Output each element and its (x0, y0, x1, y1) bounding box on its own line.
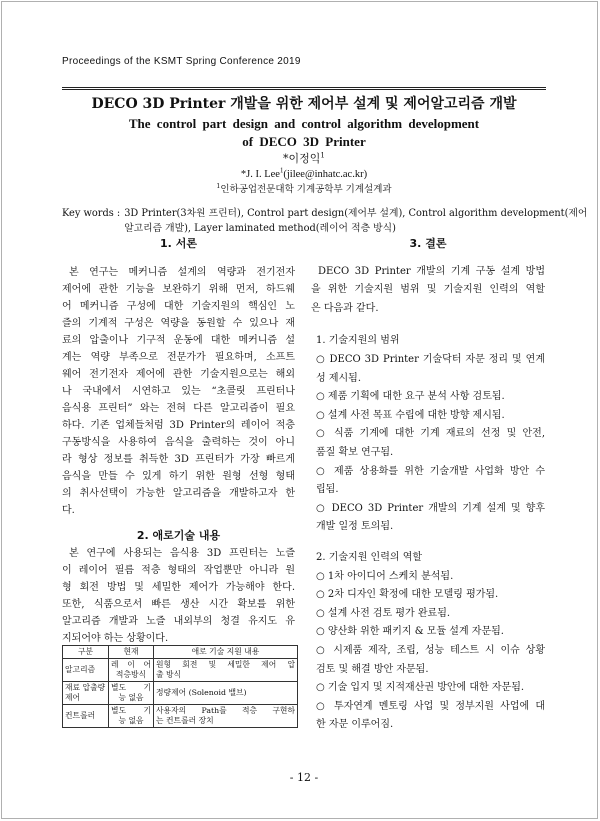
paragraph-line: 웨어 전기전자 제어에 관한 기술지원으로는 해외 (62, 368, 295, 380)
paragraph-line: 이 레이어 필름 적층 형태의 작업뿐만 아니라 원 (62, 564, 295, 576)
paragraph-line: 료의 압출이나 기구적 운동에 대한 메커니즘 설 (62, 334, 295, 346)
keywords-list (124, 206, 587, 236)
table-cell-category (63, 705, 109, 728)
subsection-title: 2. 기술지원 인력의 역할 (316, 552, 423, 563)
paragraph-line: 본 연구는 메커니즘 설계의 역량과 전기전자 (69, 266, 295, 278)
paragraph-line: 음식을 만들 수 있게 하기 위한 원형 선형 형태 (62, 470, 295, 482)
keywords (62, 206, 588, 236)
paragraph-line: 하다. 기존 업체들처럼 3D Printer의 레이어 적층 (62, 419, 295, 431)
paragraph-line: 지되어야 하는 상황이다. (62, 632, 169, 644)
bullet-line: ○ 설계 사전 검토 평가 완료됨. (316, 607, 451, 619)
bullet-line: ○ 식품 기계에 대한 기계 재료의 선정 및 안전, (316, 428, 545, 440)
title-english-line1: The control part design and control algorithm development (128, 116, 480, 131)
paragraph-line: 의 취사선택이 가능한 알고리즘을 개발하고자 한 (62, 487, 295, 499)
table-cell-category (63, 682, 109, 705)
affiliation (62, 183, 546, 197)
cell-line: 적층방식 (115, 670, 147, 679)
conference-header: Proceedings of the KSMT Spring Conference 2019 (62, 56, 301, 67)
cell-line: 는 컨트롤러 장치 (156, 716, 214, 725)
bullet-line: ○ 1차 아이디어 스케치 분석됨. (316, 570, 454, 582)
cell-line: 원형 회전 및 세밀한 제어 압 (156, 660, 295, 669)
paragraph-line: 제어에 관한 기능을 보완하기 위해 먼저, 하드웨 (62, 283, 295, 295)
paragraph-line: 은 다음과 같다. (311, 302, 379, 314)
cell-line: 컨트롤러 (65, 711, 96, 720)
paragraph-line: 알고리즘 개발과 노즐 내외부의 청결 유지도 유 (62, 615, 295, 627)
bullet-item (316, 586, 545, 605)
section-heading-introduction: 1. 서론 (160, 237, 197, 250)
technical-issues-paragraph (62, 545, 295, 647)
table-cell-support (154, 659, 298, 682)
affiliation-mark: 1 (216, 182, 221, 190)
bullet-item (316, 698, 545, 735)
paragraph-line: 을 위한 기술지원 범위 및 기술지원 인력의 역할 (311, 284, 545, 296)
table-row (63, 682, 298, 705)
introduction-paragraph (62, 264, 295, 519)
title-korean: DECO 3D Printer 개발을 위한 제어부 설계 및 제어알고리즘 개발 (91, 96, 517, 112)
title-english-line2: of DECO 3D Printer (242, 134, 366, 149)
cell-line: 제어 (65, 693, 81, 702)
table-cell-support (154, 682, 298, 705)
cell-line: 별도 기 (111, 706, 151, 715)
affiliation-text: 인하공업전문대학 기계공학부 기계설계과 (220, 184, 392, 195)
bullet-line: ○ 제품 기획에 대한 요구 분석 사항 검토됨. (316, 391, 505, 403)
table-cell-category (63, 659, 109, 682)
bullet-line: ○ DECO 3D Printer 기술닥터 자문 정리 및 연계 (316, 354, 545, 366)
bullet-line: ○ 2차 디자인 확정에 대한 모델링 평가됨. (316, 589, 499, 601)
table-row (63, 705, 298, 728)
paragraph-line: 형 회전 방법 및 세밀한 제어가 가능해야 한다. (62, 581, 295, 593)
cell-line: 별도 기 (111, 683, 151, 692)
header-rule (62, 87, 546, 90)
paragraph-line: 또한, 식품으로서 빠른 생산 시간 확보를 위한 (62, 598, 295, 610)
support-roles-subsection (311, 549, 545, 735)
technical-support-table (62, 645, 298, 728)
page-number: - 12 - (289, 771, 319, 784)
section-heading-conclusion: 3. 결론 (409, 237, 447, 250)
paragraph-line: 구동방식을 사용하여 음식을 출력하는 것이 아니 (62, 436, 295, 448)
bullet-item (316, 642, 545, 679)
table-row (63, 659, 298, 682)
bullet-line: ○ 투자연계 멘토링 사업 및 정부지원 사업에 대 (316, 700, 545, 712)
paragraph-line: 다. (62, 504, 75, 516)
keywords-line: 알고리즘 개발), Layer laminated method(레이어 적층 방식) (124, 223, 396, 234)
cell-line: 출 방식 (156, 670, 182, 679)
cell-line: 레 이 어 (111, 660, 151, 669)
cell-line: 사용자의 Path를 적층 구현하 (156, 706, 295, 715)
conclusion-body (311, 263, 545, 735)
keywords-line: 3D Printer(3차원 프린터), Control part design(제어부 설계), Control algorithm development(제어 (124, 208, 588, 219)
paragraph-line: 계는 역량 부족으로 전문가가 필요하며, 소프트 (62, 351, 295, 363)
support-scope-subsection (311, 332, 545, 537)
table-cell-support (154, 705, 298, 728)
cell-line: 능 없음 (118, 693, 144, 702)
bullet-item (316, 388, 545, 407)
bullet-line: ○ DECO 3D Printer 개발의 기계 설계 및 향후 (316, 502, 545, 514)
table-header-row (63, 646, 298, 659)
bullet-line: 개발 일정 토의됨. (316, 521, 394, 533)
bullet-item (316, 623, 545, 642)
bullet-line: 품질 확보 연구됨. (316, 447, 394, 459)
keywords-label: Key words : (62, 208, 121, 219)
cell-line: 능 없음 (118, 716, 144, 725)
paragraph-line: 본 연구에 사용되는 음식용 3D 프린터는 노즐 (69, 547, 295, 559)
author-korean-affiliation-mark: 1 (320, 150, 325, 160)
table-cell-current (109, 705, 154, 728)
bullet-line: 한 자문 이루어짐. (316, 719, 394, 731)
table-cell-current (109, 659, 154, 682)
table-header-cell: 애로 기술 지원 내용 (154, 646, 298, 659)
paragraph-line: 라 형상 정보를 취득한 3D 프린터가 가장 빠르게 (62, 453, 295, 465)
cell-line: 재료 압출량 (65, 683, 106, 692)
bullet-item (316, 605, 545, 624)
bullet-line: 성 제시됨. (316, 372, 361, 384)
table-cell-current (109, 682, 154, 705)
cell-line: 알고리즘 (65, 665, 96, 674)
table-header-cell: 현재 (109, 646, 154, 659)
bullet-item (316, 568, 545, 587)
cell-line: 정량제어 (Solenoid 밸브) (156, 688, 247, 697)
bullet-item (316, 463, 545, 500)
paragraph-line: 나 국내에서 시연하고 있는 “초콜릿 프린터나 (62, 385, 295, 397)
section-heading-technical-issues: 2. 애로기술 내용 (136, 529, 221, 542)
paragraph-line: DECO 3D Printer 개발의 기계 구동 설계 방법 (318, 265, 545, 277)
author-english-name: *J. I. Lee (240, 169, 280, 180)
author-english (62, 167, 546, 183)
paragraph-line: 어 메커니즘 구성에 대한 기술지원의 핵심인 노 (62, 300, 295, 312)
bullet-line: ○ 양산화 위한 패키지 & 모듈 설계 자문됨. (316, 626, 504, 638)
bullet-item (316, 407, 545, 426)
author-english-affiliation-mark: 1 (279, 167, 284, 175)
paragraph-line: 음식용 프린터” 와는 전혀 다른 알고리즘이 필요 (62, 402, 295, 414)
author-email: (jilee@inhatc.ac.kr) (283, 169, 368, 180)
bullet-line: ○ 제품 상용화를 위한 기술개발 사업화 방안 수 (316, 465, 545, 477)
bullet-line: 립됨. (316, 484, 339, 496)
bullet-item (316, 679, 545, 698)
author-korean-name: *이정익 (283, 152, 321, 165)
bullet-line: ○ 기술 입지 및 지적재산권 방안에 대한 자문됨. (316, 682, 525, 694)
bullet-item (316, 500, 545, 537)
bullet-line: ○ 설계 사전 목표 수립에 대한 방향 제시됨. (316, 409, 505, 421)
bullet-item (316, 425, 545, 462)
table-header-cell: 구분 (63, 646, 109, 659)
subsection-title: 1. 기술지원의 범위 (316, 335, 400, 347)
bullet-item (316, 351, 545, 388)
author-korean (62, 151, 546, 167)
paragraph-line: 즐의 기계적 구성은 역량을 동원할 수 있으나 재 (62, 317, 295, 329)
bullet-line: ○ 시제품 제작, 조립, 성능 테스트 시 이슈 상황 (316, 644, 545, 656)
bullet-line: 검토 및 해결 방안 자문됨. (316, 663, 429, 675)
